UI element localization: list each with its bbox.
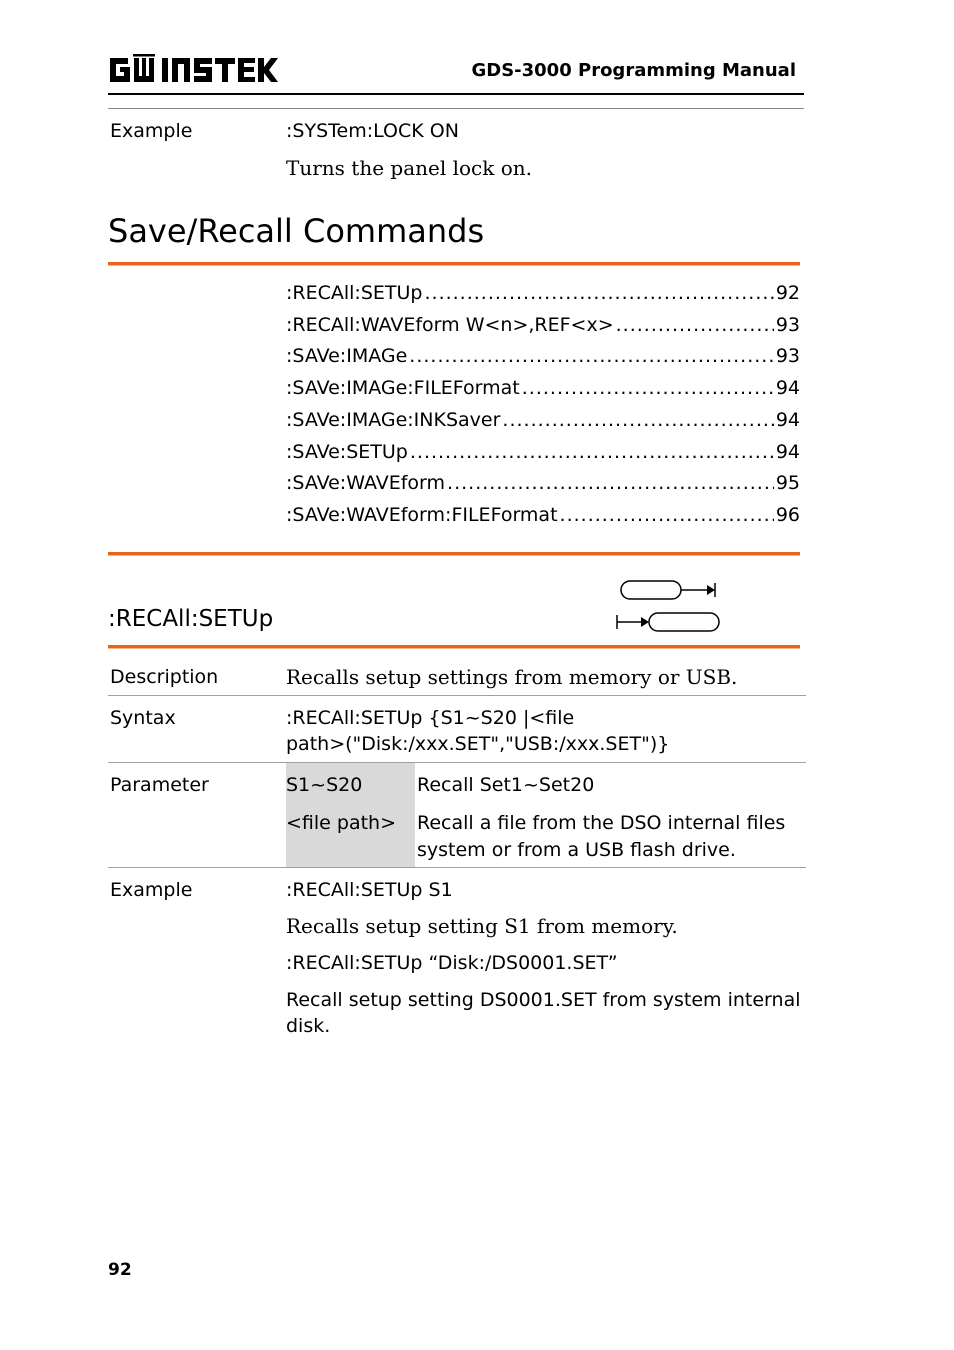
- toc-item[interactable]: [286, 405, 800, 431]
- row-divider: [108, 695, 806, 696]
- toc-leader: [410, 441, 774, 463]
- example-description-cont: disk.: [286, 1015, 331, 1037]
- command-heading: :RECAll:SETUp: [108, 606, 274, 632]
- toc-leader: [502, 409, 773, 431]
- query-command-icon: [617, 613, 719, 631]
- example-description: Turns the panel lock on.: [286, 156, 532, 180]
- header-rule-thin: [108, 108, 804, 109]
- toc-command: :SAVe:IMAGe:INKSaver: [286, 409, 501, 431]
- toc-leader: [424, 282, 773, 304]
- row-divider: [108, 867, 806, 868]
- example-label: Example: [110, 120, 193, 142]
- toc-item[interactable]: [286, 500, 800, 526]
- parameter-label: Parameter: [110, 774, 209, 796]
- header-rule: [108, 93, 804, 95]
- example-label: Example: [110, 879, 193, 901]
- toc-leader: [522, 377, 774, 399]
- example-description: Recall setup setting DS0001.SET from system internal: [286, 989, 801, 1011]
- example-command: :RECAll:SETUp S1: [286, 879, 453, 901]
- toc-item[interactable]: [286, 468, 800, 494]
- syntax-line-2: path>("Disk:/xxx.SET","USB:/xxx.SET")}: [286, 733, 670, 755]
- gw-instek-logo: [108, 52, 280, 88]
- example-command: :RECAll:SETUp “Disk:/DS0001.SET”: [286, 952, 618, 974]
- toc-leader: [447, 472, 774, 494]
- toc-item[interactable]: [286, 310, 800, 336]
- toc-command: :SAVe:WAVEform: [286, 472, 446, 494]
- toc-command: :RECAll:WAVEform W<n>,REF<x>: [286, 314, 614, 336]
- toc-page: 93: [775, 345, 800, 367]
- toc-leader: [409, 345, 774, 367]
- page-number: 92: [108, 1260, 132, 1280]
- row-divider: [108, 762, 806, 763]
- toc-command: :RECAll:SETUp: [286, 282, 423, 304]
- toc-page: 94: [775, 441, 800, 463]
- toc-item[interactable]: [286, 341, 800, 367]
- toc-item[interactable]: [286, 278, 800, 304]
- toc-page: 92: [775, 282, 800, 304]
- parameter-name: S1~S20: [286, 774, 363, 796]
- section-title: Save/Recall Commands: [108, 212, 485, 250]
- toc-item[interactable]: [286, 437, 800, 463]
- toc-end-rule: [108, 552, 800, 555]
- parameter-name: <file path>: [286, 812, 397, 834]
- toc-item[interactable]: [286, 373, 800, 399]
- parameter-description: Recall a file from the DSO internal files: [417, 812, 786, 834]
- command-heading-rule: [108, 645, 800, 648]
- toc-leader: [616, 314, 774, 336]
- example-description: Recalls setup setting S1 from memory.: [286, 914, 678, 938]
- command-type-icons: [614, 578, 720, 636]
- toc-page: 94: [775, 377, 800, 399]
- parameter-description-cont: system or from a USB flash drive.: [417, 839, 736, 861]
- description-label: Description: [110, 666, 219, 688]
- toc-leader: [560, 504, 774, 526]
- manual-title: GDS-3000 Programming Manual: [471, 60, 796, 81]
- toc-command: :SAVe:IMAGe: [286, 345, 408, 367]
- toc-page: 96: [775, 504, 800, 526]
- toc-page: 95: [775, 472, 800, 494]
- toc-command: :SAVe:SETUp: [286, 441, 408, 463]
- toc-page: 93: [775, 314, 800, 336]
- section-title-rule: [108, 262, 800, 265]
- toc-command: :SAVe:IMAGe:FILEFormat: [286, 377, 520, 399]
- toc-page: 94: [775, 409, 800, 431]
- set-command-icon: [621, 581, 715, 599]
- parameter-description: Recall Set1~Set20: [417, 774, 595, 796]
- toc-command: :SAVe:WAVEform:FILEFormat: [286, 504, 558, 526]
- syntax-line-1: :RECAll:SETUp {S1~S20 |<file: [286, 707, 575, 729]
- example-command: :SYSTem:LOCK ON: [286, 120, 459, 142]
- syntax-label: Syntax: [110, 707, 176, 729]
- description-text: Recalls setup settings from memory or USB.: [286, 665, 738, 689]
